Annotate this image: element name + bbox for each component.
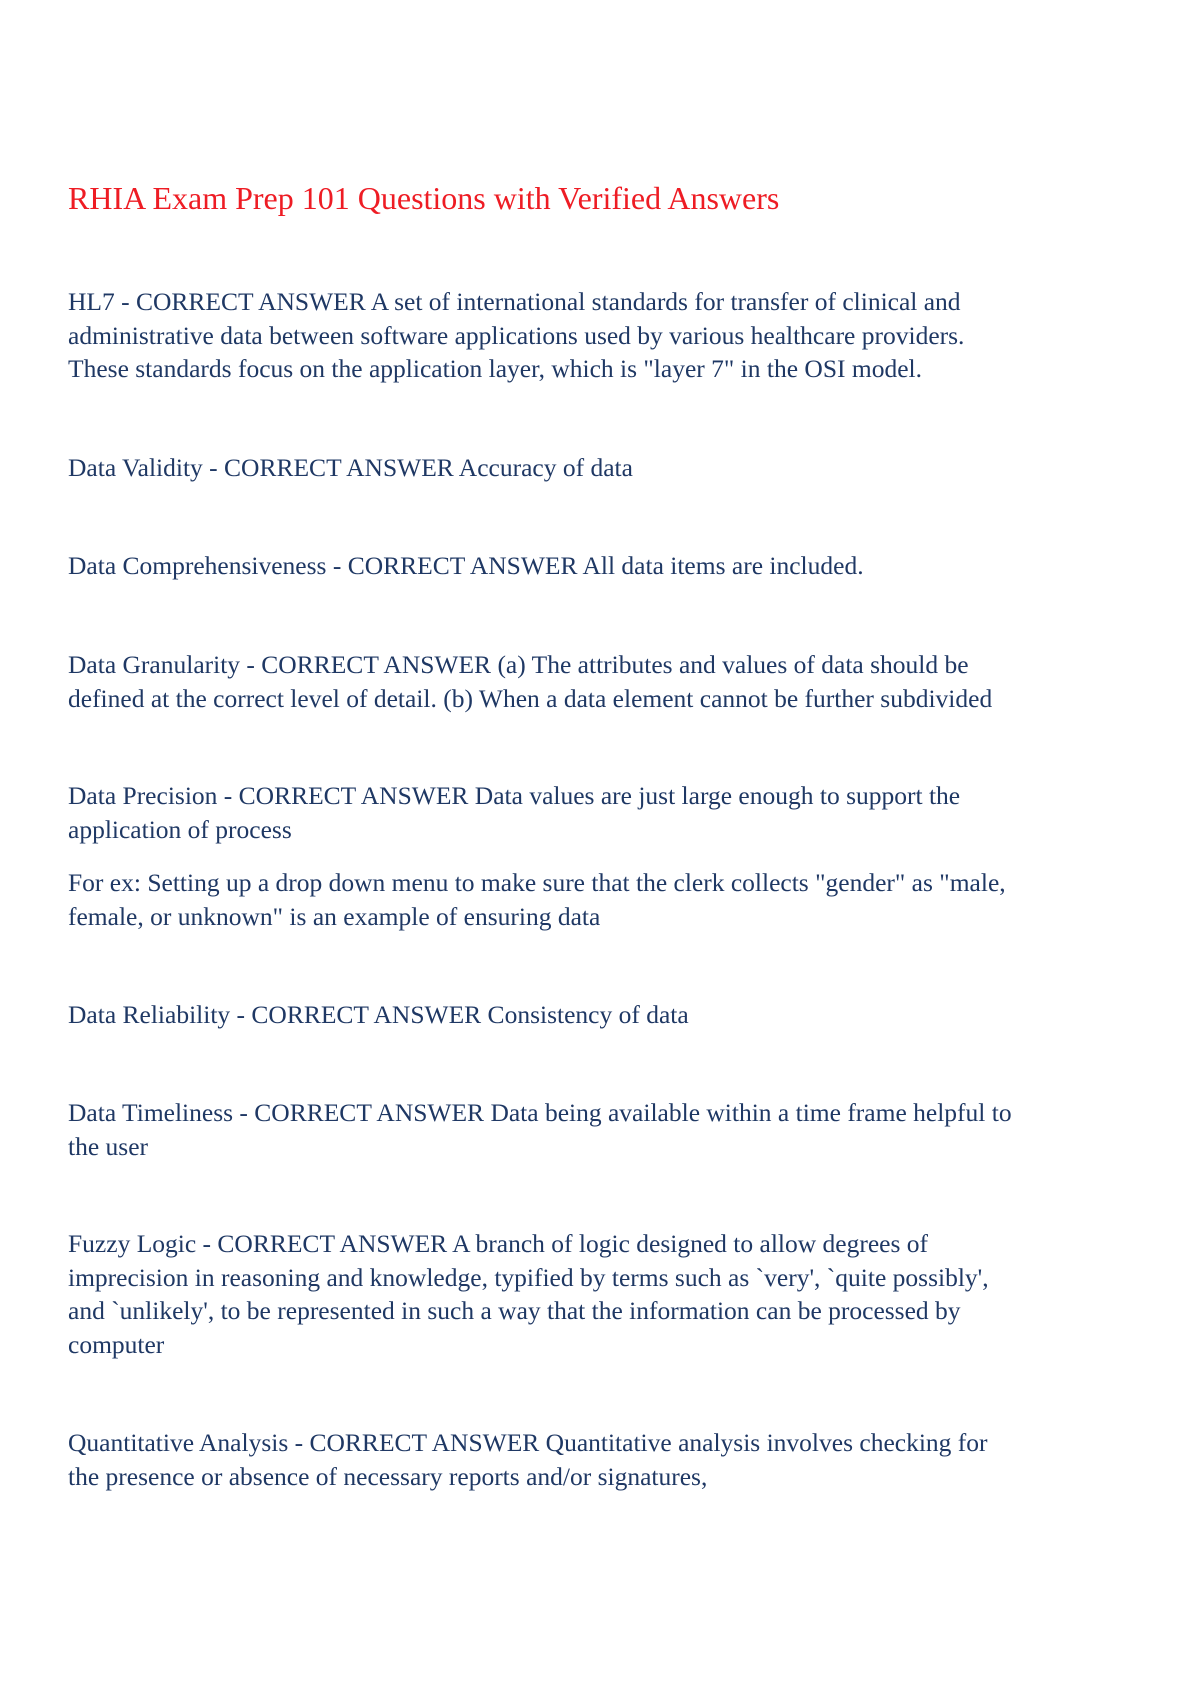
entry-data-precision [68, 779, 1128, 846]
entry-data-reliability [68, 998, 1128, 1032]
document-title: RHIA Exam Prep 101 Questions with Verified Answers [68, 180, 780, 216]
entry-fuzzy-logic [68, 1227, 1128, 1361]
entry-line: administrative data between software applications used by various healthcare providers. [68, 320, 965, 350]
entry-line: Fuzzy Logic - CORRECT ANSWER A branch of logic designed to allow degrees of [68, 1229, 929, 1258]
entry-quantitative-analysis [68, 1426, 1128, 1493]
entry-line: Data Validity - CORRECT ANSWER Accuracy of data [68, 453, 633, 482]
entry-line: defined at the correct level of detail. (b) When a data element cannot be further subdivided [68, 683, 993, 713]
entry-line: For ex: Setting up a drop down menu to make sure that the clerk collects "gender" as "male, [68, 868, 1006, 897]
entry-line: Data Timeliness - CORRECT ANSWER Data being available within a time frame helpful to [68, 1098, 1012, 1127]
entry-data-comprehensiveness [68, 549, 1128, 583]
entry-line: imprecision in reasoning and knowledge, typified by terms such as `very', `quite possibly', [68, 1262, 989, 1292]
entry-data-timeliness [68, 1096, 1128, 1163]
entry-line: Data Precision - CORRECT ANSWER Data values are just large enough to support the [68, 781, 961, 810]
entry-line: and `unlikely', to be represented in such a way that the information can be processed by [68, 1296, 961, 1325]
entry-line: the presence or absence of necessary reports and/or signatures, [68, 1461, 708, 1491]
entry-line: Quantitative Analysis - CORRECT ANSWER Quantitative analysis involves checking for [68, 1428, 988, 1457]
entry-line: These standards focus on the application layer, which is "layer 7" in the OSI model. [68, 354, 922, 383]
entry-line: computer [68, 1329, 165, 1359]
entry-line: Data Reliability - CORRECT ANSWER Consistency of data [68, 1000, 689, 1029]
entry-data-validity [68, 451, 1128, 485]
entry-line: the user [68, 1131, 149, 1161]
entry-data-granularity [68, 648, 1128, 715]
entry-data-precision-example [68, 866, 1128, 933]
entry-line: HL7 - CORRECT ANSWER A set of international standards for transfer of clinical and [68, 287, 961, 316]
entry-line: Data Granularity - CORRECT ANSWER (a) The attributes and values of data should be [68, 650, 969, 679]
entry-line: application of process [68, 814, 292, 844]
entry-line: female, or unknown" is an example of ensuring data [68, 901, 601, 931]
entry-hl7 [68, 285, 1128, 386]
entry-line: Data Comprehensiveness - CORRECT ANSWER All data items are included. [68, 551, 864, 580]
